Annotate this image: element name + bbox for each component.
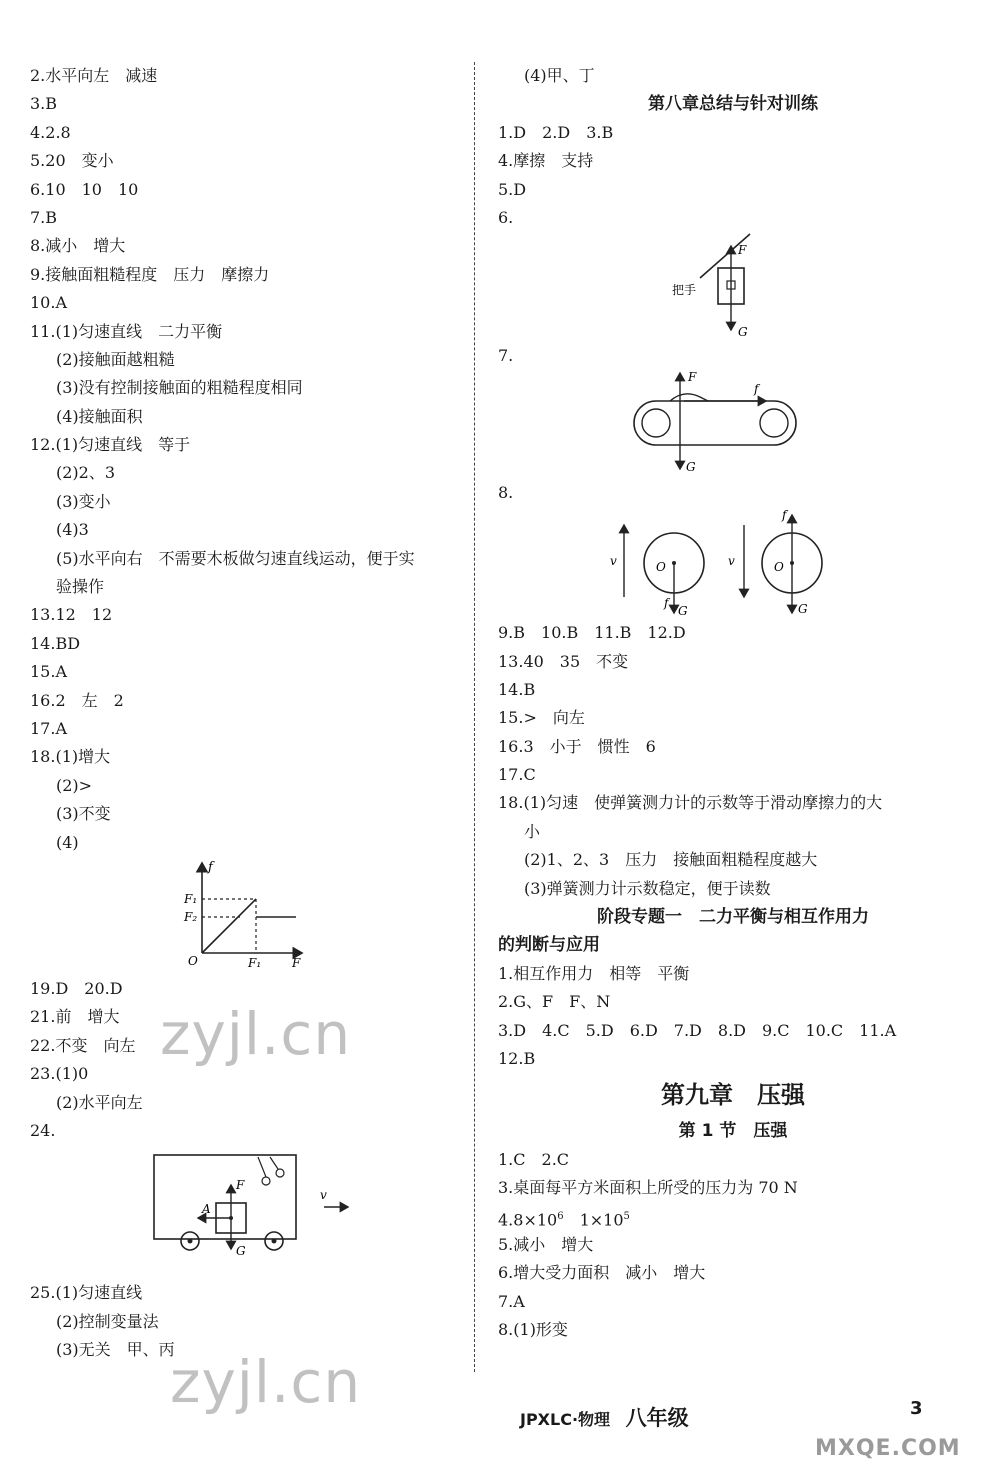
answer-line: 18.(1)匀速 使弹簧测力计的示数等于滑动摩擦力的大 xyxy=(498,793,883,813)
answer-line: (4)甲、丁 xyxy=(524,66,595,85)
answer-line: (3)无关 甲、丙 xyxy=(56,1340,175,1360)
label-F1-x: F₁ xyxy=(248,955,262,970)
answer-line: 9.接触面粗糙程度 压力 摩擦力 xyxy=(30,264,270,284)
pendulum-string xyxy=(258,1157,266,1177)
answer-line: 17.C xyxy=(498,765,536,785)
grade-label: 八年级 xyxy=(625,1406,689,1430)
answer-line: 16.3 小于 惯性 6 xyxy=(498,736,656,756)
answer-line: 18.(1)增大 xyxy=(30,747,111,767)
label-v: v xyxy=(320,1188,327,1203)
answer-line: 17.A xyxy=(30,718,67,738)
right-column xyxy=(498,62,968,1345)
column-divider xyxy=(474,62,475,1372)
answer-line: (2)1、2、3 压力 接触面粗糙程度越大 xyxy=(524,850,818,870)
answer-line: (3)不变 xyxy=(56,804,111,824)
label-v-2: v xyxy=(728,554,735,569)
section-heading: 第 1 节 压强 xyxy=(678,1121,788,1142)
answer-line: 13.40 35 不变 xyxy=(498,651,629,671)
answer-line: (2)水平向左 xyxy=(56,1092,143,1112)
answer-line: 25.(1)匀速直线 xyxy=(30,1283,143,1303)
book-code: JPXLC·物理 xyxy=(520,1410,611,1429)
answer-line: (2)接触面越粗糙 xyxy=(56,349,175,369)
left-column xyxy=(30,62,470,1364)
rising-line xyxy=(202,899,256,953)
answer-line: 5.减小 增大 xyxy=(498,1234,594,1254)
answer-line: 14.B xyxy=(498,679,536,699)
label-F1: F₁ xyxy=(184,891,198,906)
conveyor-force-diagram xyxy=(498,371,968,479)
answer-line: 12.(1)匀速直线 等于 xyxy=(30,435,191,455)
label-f-1: f xyxy=(664,596,669,611)
label-handle: 把手 xyxy=(672,283,697,298)
pendulum-ball-2 xyxy=(276,1169,284,1177)
label-F2: F₂ xyxy=(184,909,198,924)
ball-force-diagrams xyxy=(498,507,968,619)
watermark: zyjl.cn xyxy=(170,1348,362,1416)
answer-line: 6.增大受力面积 减小 增大 xyxy=(498,1263,706,1283)
answer-line: 1.相互作用力 相等 平衡 xyxy=(498,963,690,983)
friction-force-graph xyxy=(30,857,470,975)
answer-line: 8.(1)形变 xyxy=(498,1320,568,1340)
page-footer xyxy=(520,1402,689,1432)
label-G: G xyxy=(738,325,748,340)
answer-line: 19.D 20.D xyxy=(30,978,123,998)
answer-line: 12.B xyxy=(498,1048,536,1068)
conveyor-belt xyxy=(634,401,796,445)
answer-line: 2.G、F F、N xyxy=(498,992,611,1012)
label-G-1: G xyxy=(678,604,688,619)
answer-line: 7.A xyxy=(498,1291,525,1311)
answer-line: 7. xyxy=(498,346,514,366)
label-F: F xyxy=(688,370,697,384)
answer-line: 23.(1)0 xyxy=(30,1064,89,1084)
answer-line: 4.摩擦 支持 xyxy=(498,151,594,171)
label-F: F xyxy=(236,1178,245,1193)
answer-line: (3)变小 xyxy=(56,491,111,511)
answer-line: 3.D 4.C 5.D 6.D 7.D 8.D 9.C 10.C 11.A xyxy=(498,1020,897,1040)
answer-line: 验操作 xyxy=(56,577,105,597)
answer-line: 15.A xyxy=(30,662,67,682)
answer-line: 3.B xyxy=(30,94,58,114)
label-f: f xyxy=(754,381,759,396)
site-watermark: MXQE.COM xyxy=(815,1436,961,1461)
cart-body xyxy=(154,1155,296,1239)
answer-line: (3)没有控制接触面的粗糙程度相同 xyxy=(56,378,303,398)
label-O-2: O xyxy=(774,560,784,575)
answer-line: 小 xyxy=(524,821,541,841)
roller-right xyxy=(760,409,788,437)
page-number: 3 xyxy=(910,1398,923,1419)
answer-line: (5)水平向右 不需要木板做匀速直线运动，便于实 xyxy=(56,548,415,568)
answer-line: 1.C 2.C xyxy=(498,1149,570,1169)
answer-line: (3)弹簧测力计示数稳定，便于读数 xyxy=(524,878,771,898)
answer-line: (4)接触面积 xyxy=(56,406,143,426)
label-G-2: G xyxy=(798,602,808,617)
answer-line: 21.前 增大 xyxy=(30,1007,120,1027)
answer-line: 4.2.8 xyxy=(30,122,71,142)
answer-line: 8.减小 增大 xyxy=(30,236,126,256)
answer-line: 9.B 10.B 11.B 12.D xyxy=(498,623,686,643)
answer-line: 3.桌面每平方米面积上所受的压力为 70 N xyxy=(498,1178,798,1198)
pendulum-string-2 xyxy=(270,1157,278,1169)
answer-line: 5.20 变小 xyxy=(30,151,114,171)
pendulum-ball xyxy=(262,1177,270,1185)
answer-line: 24. xyxy=(30,1120,56,1140)
answer-line-exponent: $4.8\times 10^6$ $1\times 10^5$ xyxy=(498,1209,630,1229)
label-G: G xyxy=(236,1244,246,1259)
answer-line: 11.(1)匀速直线 二力平衡 xyxy=(30,321,223,341)
section-title-cont: 的判断与应用 xyxy=(498,935,600,956)
label-f: f xyxy=(208,859,213,875)
answer-line: 6. xyxy=(498,207,514,227)
section-title: 阶段专题一 二力平衡与相互作用力 xyxy=(597,907,869,928)
handle-force-diagram xyxy=(498,232,968,342)
answer-line: 1.D 2.D 3.B xyxy=(498,122,614,142)
answer-line: 22.不变 向左 xyxy=(30,1035,136,1055)
answer-line: 10.A xyxy=(30,293,67,313)
label-O-1: O xyxy=(656,560,666,575)
answer-line: 5.D xyxy=(498,179,527,199)
label-f-2: f xyxy=(782,508,787,523)
label-G: G xyxy=(686,459,696,474)
answer-line: 16.2 左 2 xyxy=(30,690,124,710)
answer-line: (4) xyxy=(56,832,79,852)
answer-line: 8. xyxy=(498,482,514,502)
answer-line: (2)> xyxy=(56,775,93,795)
answer-line: 6.10 10 10 xyxy=(30,179,139,199)
chapter-title: 第九章 压强 xyxy=(661,1081,805,1110)
answer-line: 2.水平向左 减速 xyxy=(30,66,158,85)
cart-force-diagram xyxy=(30,1145,470,1279)
section-title: 第八章总结与针对训练 xyxy=(648,94,818,115)
roller-left xyxy=(642,409,670,437)
answer-line: (2)2、3 xyxy=(56,463,116,483)
label-F: F xyxy=(292,955,301,970)
answer-line: 14.BD xyxy=(30,633,81,653)
label-F: F xyxy=(738,243,747,258)
answer-line: 7.B xyxy=(30,207,58,227)
answer-line: (2)控制变量法 xyxy=(56,1311,159,1331)
label-A: A xyxy=(202,1202,211,1217)
label-v-1: v xyxy=(610,554,617,569)
watermark: zyjl.cn xyxy=(160,1000,352,1068)
object-on-belt xyxy=(670,394,708,401)
label-O: O xyxy=(188,953,198,968)
answer-line: (4)3 xyxy=(56,520,89,540)
answer-line: 15.> 向左 xyxy=(498,708,585,728)
answer-line: 13.12 12 xyxy=(30,605,113,625)
